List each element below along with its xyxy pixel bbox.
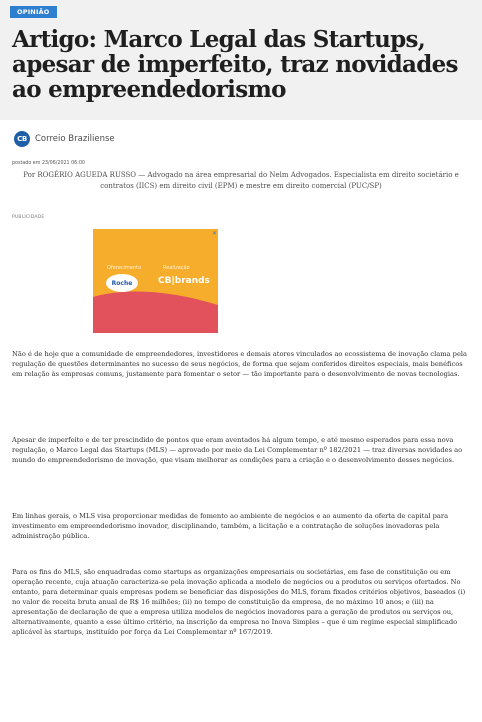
ad-label: PUBLICIDADE	[12, 215, 45, 220]
close-x-icon[interactable]: ✕	[211, 230, 218, 237]
source-row[interactable]	[14, 131, 115, 147]
section-badge[interactable]: OPINIÃO	[10, 6, 57, 18]
posted-at: postado em 23/06/2021 06:00	[12, 161, 85, 166]
article-headline: Artigo: Marco Legal das Startups, apesar de imperfeito, traz novidades ao empreendedorismo	[12, 26, 458, 103]
article-paragraph: Apesar de imperfeito e de ter prescindido de pontos que eram aventados há algum tempo, e até mesmo esperados para essa nova regulação, o Marco Legal das Startups (MLS) — aprovado por meio da Lei Complementar nº 182/2021 — traz diversas novidades ao mundo do empreendedorismo de inovação, que visam melhorar as condições para a criação e o desenvolvimento desses negócios.	[12, 436, 463, 464]
ad-producer-caption: Realização	[163, 265, 190, 271]
article-body	[12, 349, 474, 722]
ad-banner[interactable]	[93, 229, 218, 333]
source-logo-icon: CB	[14, 131, 30, 147]
ad-brand-logo: CB|brands	[158, 276, 210, 286]
article-paragraph: Em linhas gerais, o MLS visa proporcionar medidas de fomento ao ambiente de negócios e ao aumento da oferta de capital para investimento em empreendedorismo inovador, disciplinando, também, a licitação e a contratação de soluções inovadoras pela administração pública.	[12, 512, 449, 540]
author-byline: Por ROGÉRIO AGUEDA RUSSO — Advogado na área empresarial do Nelm Advogados. Especialista em direito societário e contratos (IICS) em direito civil (EPM) e mestre em direito comercial (PUC/SP)	[23, 171, 459, 190]
article-paragraph: Para os fins do MLS, são enquadradas como startups as organizações empresariais ou societárias, em fase de constituição ou em operação recente, cuja atuação caracteriza-se pela inovação aplicada a modelo de negócios ou a produtos ou serviços ofertados. No entanto, para determinar quais empresas podem se beneficiar das disposições do MLS, foram fixados critérios objetivos, baseados (i) no valor de receita bruta anual de R$ 16 milhões; (ii) no tempo de constituição da empresa, de no máximo 10 anos; e (iii) na apresentação de declaração de que a empresa utiliza modelos de negócios inovadores para a geração de produtos ou serviços ou, alternativamente, quanto a esse último critério, na inscrição da empresa no Inova Simples – que é um regime especial simplificado aplicável às startups, instituído por força da Lei Complementar nº 167/2019.	[12, 568, 466, 636]
article-paragraph: Não é de hoje que a comunidade de empreendedores, investidores e demais atores vinculados ao ecossistema de inovação clama pela regulação de questões determinantes no sucesso de seus negócios, de forma que sejam conferidos direitos especiais, mais benéficos em relação às empresas comuns, justamente para fomentar o setor — tão importante para o desenvolvimento de novas tecnologias.	[12, 350, 468, 378]
source-name: Correio Braziliense	[35, 134, 115, 144]
ad-sponsor-caption: Oferecimento	[107, 265, 142, 271]
ad-sponsor-logo: Roche	[106, 274, 138, 292]
article-header	[0, 0, 482, 120]
